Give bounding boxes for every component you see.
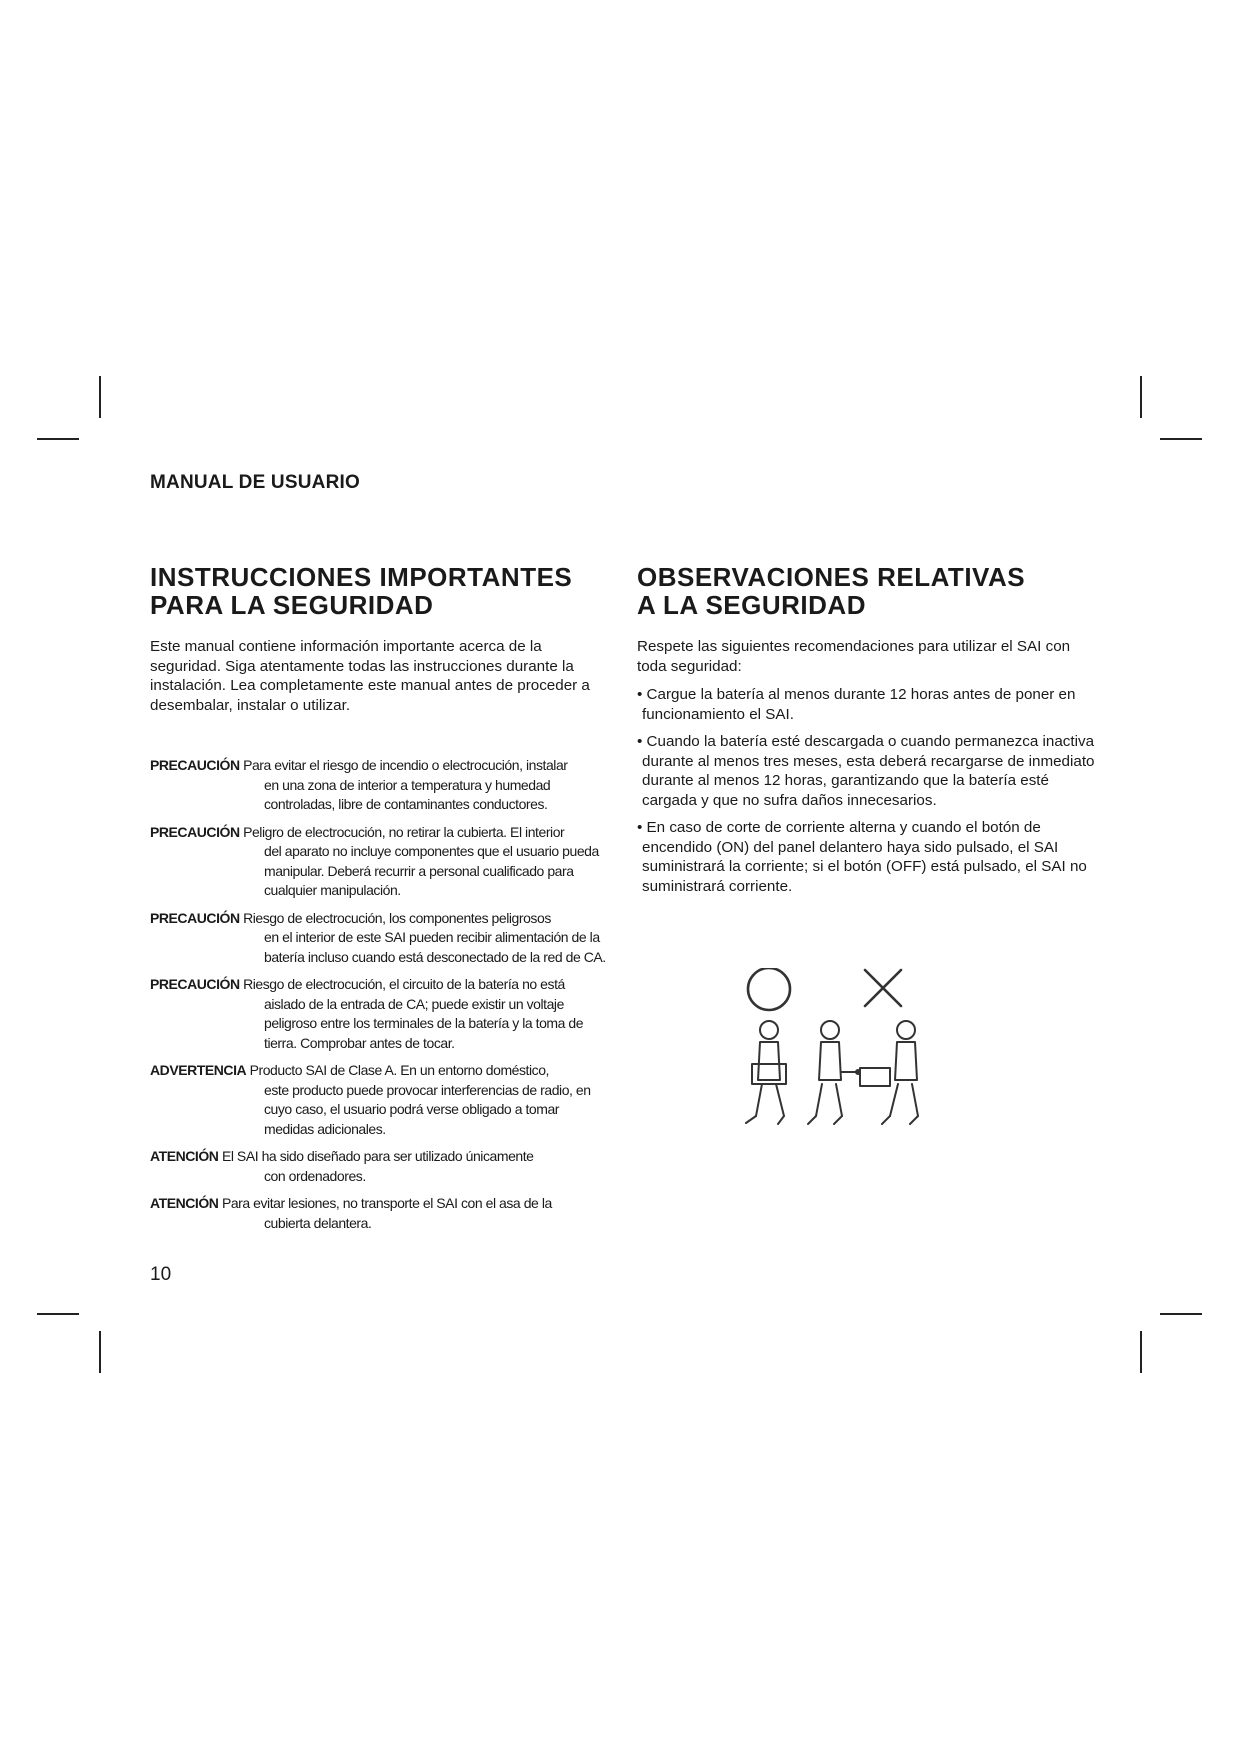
safety-observations-column xyxy=(637,563,1097,904)
safety-instructions-column xyxy=(150,563,612,1241)
crop-mark xyxy=(1140,376,1142,418)
crop-mark xyxy=(1160,438,1202,440)
warning-tag: PRECAUCIÓN xyxy=(150,823,240,840)
circle-correct-icon xyxy=(748,968,790,1010)
crop-mark xyxy=(99,376,101,418)
warning-tag: PRECAUCIÓN xyxy=(150,757,240,773)
page-header: MANUAL DE USUARIO xyxy=(150,472,360,493)
person-carrying-correct-icon xyxy=(746,1021,786,1124)
warning-item: PRECAUCIÓN Para evitar el riesgo de incendio o electrocución, instalar en una zona de interior a temperatura y humedad controladas, libre de contaminantes conductores. xyxy=(150,757,568,812)
cross-wrong-icon xyxy=(865,970,901,1006)
intro-paragraph: Respete las siguientes recomendaciones para utilizar el SAI con toda seguridad: xyxy=(637,638,1071,675)
crop-mark xyxy=(1140,1331,1142,1373)
carry-instructions-illustration xyxy=(738,968,938,1136)
crop-mark xyxy=(37,1313,79,1315)
warning-tag: ATENCIÓN xyxy=(150,1195,219,1211)
warnings-list xyxy=(150,756,612,1233)
page-number: 10 xyxy=(150,1264,172,1285)
crop-mark xyxy=(1160,1313,1202,1315)
list-item: • Cuando la batería esté descargada o cuando permanezca inactiva durante al menos tres meses, esta deberá recargarse de inmediato durante al menos 12 horas, garantizando que la batería esté cargada y que no sufra daños innecesarios. xyxy=(637,733,1095,809)
list-item: • Cargue la batería al menos durante 12 horas antes de poner en funcionamiento el SAI. xyxy=(637,686,1076,723)
warning-tag: PRECAUCIÓN xyxy=(150,909,240,926)
warning-item: ATENCIÓN Para evitar lesiones, no transporte el SAI con el asa de la cubierta delantera. xyxy=(150,1195,552,1231)
warning-item: PRECAUCIÓN Peligro de electrocución, no retirar la cubierta. El interior del aparato no incluye componentes que el usuario pueda manipular. Deberá recurrir a personal cualificado para cualquier manipulación. xyxy=(150,823,599,898)
section-title: INSTRUCCIONES IMPORTANTES PARA LA SEGURIDAD xyxy=(150,562,573,620)
warning-item: ADVERTENCIA Producto SAI de Clase A. En un entorno doméstico, este producto puede provocar interferencias de radio, en cuyo caso, el usuario podrá verse obligado a tomar medidas adicionales. xyxy=(150,1062,591,1137)
warning-item: PRECAUCIÓN Riesgo de electrocución, el circuito de la batería no está aislado de la entrada de CA; puede existir un voltaje peligroso entre los terminales de la batería y la toma de tierra. Comprobar antes de tocar. xyxy=(150,976,584,1051)
person-carrying-wrong-icon xyxy=(808,1021,918,1124)
warning-item: ATENCIÓN El SAI ha sido diseñado para ser utilizado únicamente con ordenadores. xyxy=(150,1148,534,1184)
warning-tag: PRECAUCIÓN xyxy=(150,976,240,992)
warning-tag: ATENCIÓN xyxy=(150,1148,219,1164)
section-title: OBSERVACIONES RELATIVAS A LA SEGURIDAD xyxy=(637,562,1026,620)
list-item: • En caso de corte de corriente alterna y cuando el botón de encendido (ON) del panel delantero haya sido pulsado, el SAI suministrará la corriente; si el botón (OFF) está pulsado, el SAI no suministrará corriente. xyxy=(637,819,1087,895)
warning-tag: ADVERTENCIA xyxy=(150,1062,247,1078)
recommendations-list xyxy=(637,685,1097,896)
crop-mark xyxy=(37,438,79,440)
crop-mark xyxy=(99,1331,101,1373)
intro-paragraph: Este manual contiene información importante acerca de la seguridad. Siga atentamente todas las instrucciones durante la instalación. Lea completamente este manual antes de proceder a desembalar, instalar o utilizar. xyxy=(150,638,590,714)
warning-item: PRECAUCIÓN Riesgo de electrocución, los componentes peligrosos en el interior de este SAI pueden recibir alimentación de la batería incluso cuando está desconectado de la red de CA. xyxy=(150,909,606,965)
